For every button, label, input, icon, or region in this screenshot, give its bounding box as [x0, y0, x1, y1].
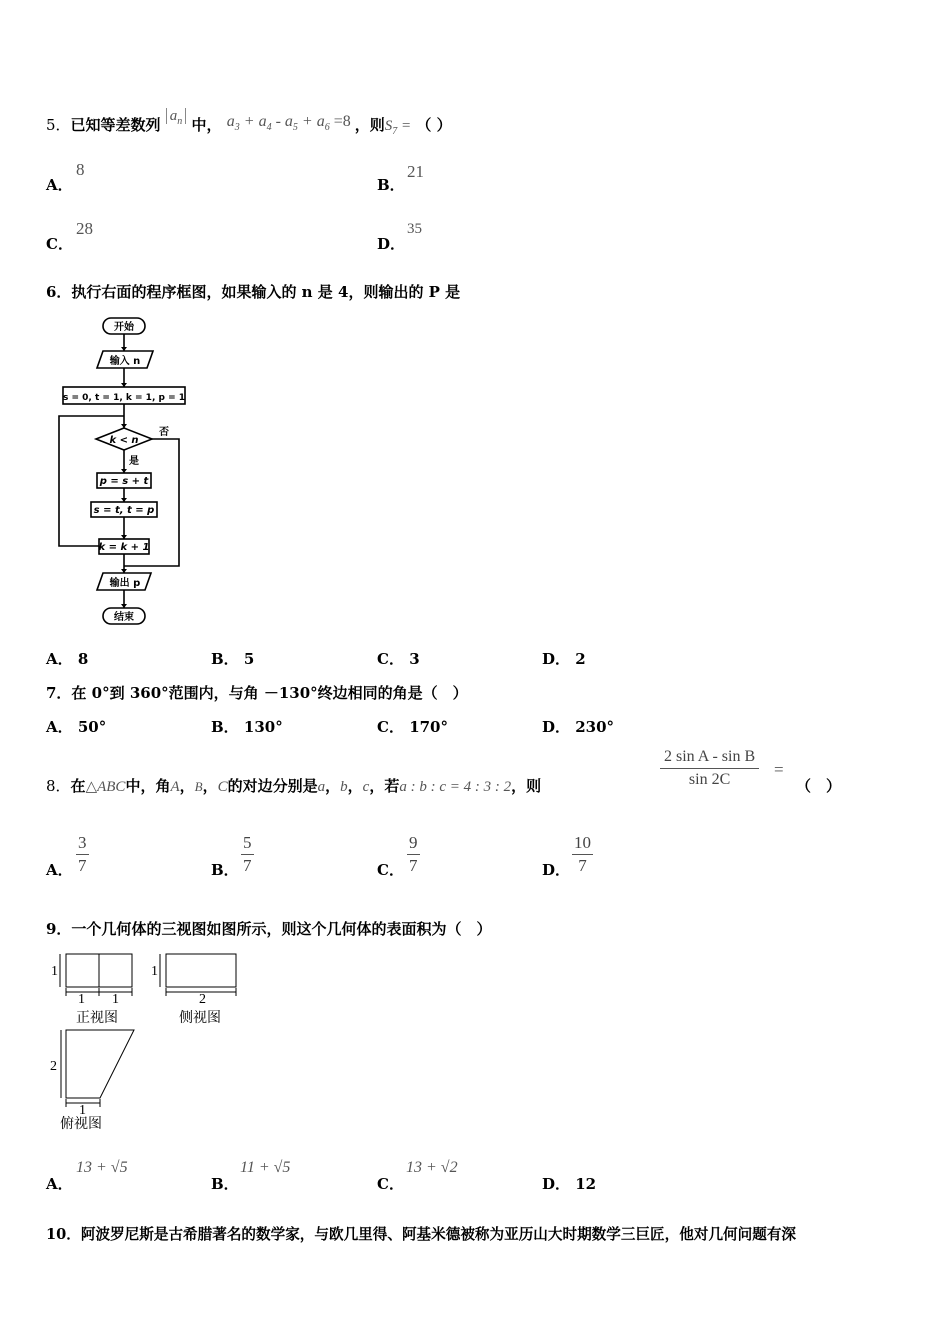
- q8-stem: 8．在△ABC中，角A，B，C的对边分别是a，b，c，若a : b : c = 4 : 3 : 2，则: [46, 777, 542, 795]
- q9-option-a-value: 13 + √5: [76, 1159, 128, 1176]
- flow-init-label: s = 0, t = 1, k = 1, p = 1: [62, 393, 186, 403]
- q7-option-b[interactable]: B． 130°: [211, 718, 283, 736]
- flow-output-label: 输出 p: [109, 578, 141, 589]
- q8-fraction: $\frac{\text{2 sin A - sin B}}{\sin 2C}$: [660, 748, 759, 789]
- q6-option-d[interactable]: D． 2: [542, 650, 586, 668]
- front-view-label: 正视图: [76, 1010, 118, 1026]
- q9-option-c[interactable]: C．: [377, 1175, 404, 1193]
- q5-number: 5．: [46, 116, 71, 134]
- flow-end-label: 结束: [114, 612, 134, 623]
- flow-start-label: 开始: [114, 322, 134, 333]
- dim-top-width: 1: [79, 1103, 86, 1118]
- q6-option-b[interactable]: B． 5: [211, 650, 255, 668]
- flow-step2-label: s = t, t = p: [93, 505, 155, 516]
- q5-option-a-value: 8: [76, 160, 85, 179]
- q5-equation: $a_3 + a_4 - a_5 + a_6 =8$: [226, 113, 351, 134]
- ratio-expression: a : b : c = 4 : 3 : 2: [399, 779, 512, 795]
- q8-option-c-value: $\frac{9}{7}$: [409, 833, 418, 875]
- flow-step1-label: p = s + t: [99, 476, 149, 487]
- q9-option-b[interactable]: B．: [211, 1175, 239, 1193]
- flowchart: [55, 315, 195, 630]
- q9-option-d[interactable]: D． 12: [542, 1175, 597, 1193]
- q5-option-d[interactable]: D．: [377, 235, 406, 253]
- top-view-shape: [66, 1030, 134, 1098]
- q10-stem: 10．阿波罗尼斯是古希腊著名的数学家，与欧几里得、阿基米德被称为亚历山大时期数学三巨匠，他对几何问题有深: [46, 1226, 797, 1243]
- q7-option-c[interactable]: C． 170°: [377, 718, 448, 736]
- q5-stem: 5．已知等差数列 $a_n$ 中， $a_3 + a_4 - a_5 + a_6 =8$ ，则$S_7$ = （ ）: [46, 108, 452, 137]
- q5-option-b[interactable]: B．: [377, 176, 405, 194]
- q8-equals: =: [774, 760, 784, 779]
- q5-option-d-value: 35: [407, 221, 422, 237]
- q8-option-d-value: $\frac{10}{7}$: [574, 833, 591, 875]
- q5-option-c[interactable]: C．: [46, 235, 73, 253]
- dim-front-w2: 1: [112, 992, 119, 1007]
- dim-side-width: 2: [199, 992, 206, 1007]
- flow-no-label: 否: [159, 427, 169, 438]
- q7-option-a[interactable]: A． 50°: [46, 718, 107, 736]
- q5-option-c-value: 28: [76, 219, 93, 238]
- q8-option-b-value: $\frac{5}{7}$: [243, 833, 252, 875]
- dim-front-w1: 1: [78, 992, 85, 1007]
- dim-side-height: 1: [151, 964, 158, 979]
- q7-option-d[interactable]: D． 230°: [542, 718, 615, 736]
- q5-option-b-value: 21: [407, 162, 424, 181]
- flow-input-label: 输入 n: [109, 356, 141, 367]
- q8-option-c[interactable]: C．: [377, 861, 404, 879]
- triangle-symbol: △ABC: [85, 779, 126, 795]
- q6-option-a[interactable]: A． 8: [46, 650, 89, 668]
- q7-stem: 7．在 0°到 360°范围内，与角 －130°终边相同的角是（ ）: [46, 684, 468, 702]
- side-view-shape: [166, 954, 236, 987]
- dim-front-height: 1: [51, 964, 58, 979]
- q5-option-a[interactable]: A．: [46, 176, 73, 194]
- sequence-symbol: $a_n$: [166, 108, 187, 124]
- side-view-label: 侧视图: [179, 1010, 221, 1026]
- top-view-label: 俯视图: [60, 1116, 102, 1132]
- flow-step3-label: k = k + 1: [98, 542, 150, 553]
- flow-yes-label: 是: [129, 456, 139, 467]
- q6-stem: 6．执行右面的程序框图，如果输入的 n 是 4，则输出的 P 是: [46, 283, 461, 301]
- q9-option-c-value: 13 + √2: [406, 1159, 458, 1176]
- q8-option-a[interactable]: A．: [46, 861, 73, 879]
- q8-option-b[interactable]: B．: [211, 861, 239, 879]
- q9-option-b-value: 11 + √5: [240, 1159, 291, 1176]
- q8-paren: （ ）: [796, 777, 842, 795]
- q8-option-d[interactable]: D．: [542, 861, 571, 879]
- q9-stem: 9．一个几何体的三视图如图所示，则这个几何体的表面积为（ ）: [46, 920, 492, 938]
- q9-option-a[interactable]: A．: [46, 1175, 73, 1193]
- q6-option-c[interactable]: C． 3: [377, 650, 420, 668]
- three-view-figure: [48, 950, 248, 1140]
- flow-cond-label: k < n: [109, 435, 139, 446]
- sum-symbol: $S_7$ =: [384, 118, 412, 137]
- q8-option-a-value: $\frac{3}{7}$: [78, 833, 87, 875]
- dim-top-height: 2: [50, 1059, 57, 1074]
